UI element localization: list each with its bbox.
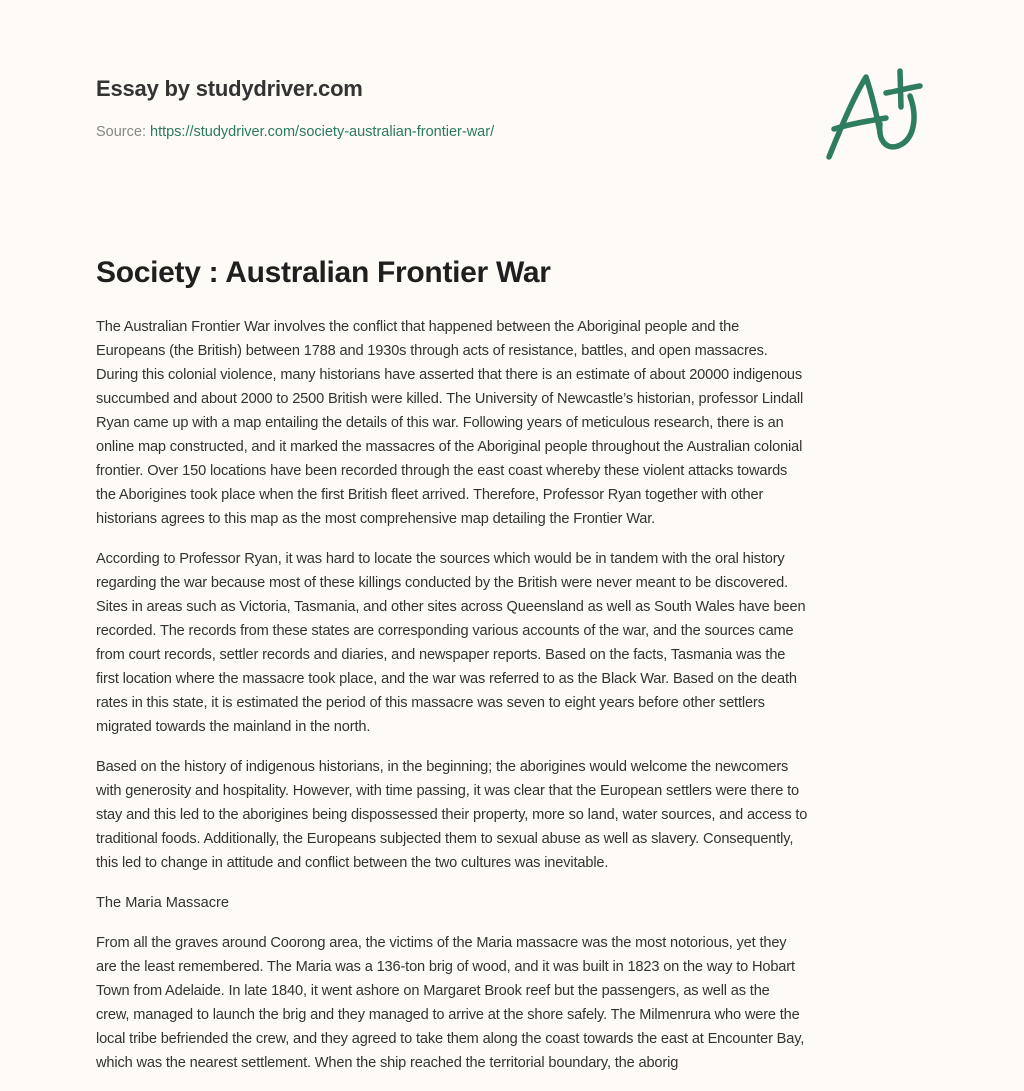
source-link[interactable]: https://studydriver.com/society-australian-frontier-war/ (150, 124, 495, 140)
text-line: rates in this state, it is estimated the period of this massacre was seven to eight years before other settlers (96, 695, 765, 711)
text-line: recorded. The records from these states are corresponding various accounts of the war, and the sources came (96, 623, 794, 639)
essay-title: Society : Australian Frontier War (96, 256, 551, 289)
text-line: succumbed and about 2000 to 2500 British were killed. The University of Newcastle’s historian, professor Lindall (96, 391, 804, 407)
site-brand: Essay by studydriver.com (96, 76, 363, 101)
essay-body (96, 315, 936, 1091)
text-line: Sites in areas such as Victoria, Tasmania, and other sites across Queensland as well as South Wales have been (96, 599, 806, 615)
text-line: local tribe befriended the crew, and they agreed to take them along the coast towards the east at Encounter Bay, (96, 1031, 805, 1047)
text-line: From all the graves around Coorong area, the victims of the Maria massacre was the most notorious, yet they (96, 935, 787, 951)
text-line: crew, managed to launch the brig and they managed to arrive at the shore safely. The Milmenrura who were the (96, 1007, 800, 1023)
text-line: first location where the massacre took place, and the war was referred to as the Black War. Based on the death (96, 671, 797, 687)
paragraph-3 (96, 755, 936, 875)
source-label: Source: (96, 124, 150, 140)
text-line: this led to change in attitude and conflict between the two cultures was inevitable. (96, 855, 609, 871)
text-line: with generosity and hospitality. However, with time passing, it was clear that the European settlers were there to (96, 783, 799, 799)
paragraph-2 (96, 547, 936, 739)
text-line: the Aborigines took place when the first British fleet arrived. Therefore, Professor Ryan together with other (96, 487, 764, 503)
text-line: from court records, settler records and diaries, and newspaper reports. Based on the facts, Tasmania was the (96, 647, 786, 663)
text-line: Ryan came up with a map entailing the details of this war. Following years of meticulous research, there is an (96, 415, 784, 431)
text-line: According to Professor Ryan, it was hard to locate the sources which would be in tandem with the oral history (96, 551, 785, 567)
text-line: During this colonial violence, many historians have asserted that there is an estimate of about 20000 indigenous (96, 367, 803, 383)
section-subheading: The Maria Massacre (96, 895, 230, 911)
a-plus-logo-icon (815, 65, 935, 170)
source-line (96, 124, 494, 140)
text-line: online map constructed, and it marked the massacres of the Aboriginal people throughout the Australian colonial (96, 439, 803, 455)
text-line: which was the nearest settlement. When the ship reached the territorial boundary, the aborig (96, 1055, 679, 1071)
paragraph-1 (96, 315, 936, 531)
text-line: frontier. Over 150 locations have been recorded through the east coast whereby these violent attacks towards (96, 463, 788, 479)
text-line: The Australian Frontier War involves the conflict that happened between the Aboriginal people and the (96, 319, 740, 335)
text-line: Europeans (the British) between 1788 and 1930s through acts of resistance, battles, and open massacres. (96, 343, 768, 359)
text-line: stay and this led to the aborigines being dispossessed their property, more so land, water sources, and access to (96, 807, 808, 823)
text-line: migrated towards the mainland in the north. (96, 719, 371, 735)
text-line: Based on the history of indigenous historians, in the beginning; the aborigines would welcome the newcomers (96, 759, 789, 775)
text-line: are the least remembered. The Maria was a 136-ton brig of wood, and it was built in 1823 on the way to Hobart (96, 959, 795, 975)
text-line: historians agrees to this map as the most comprehensive map detailing the Frontier War. (96, 511, 656, 527)
text-line: Town from Adelaide. In late 1840, it went ashore on Margaret Brook reef but the passengers, as well as the (96, 983, 770, 999)
text-line: traditional foods. Additionally, the Europeans subjected them to sexual abuse as well as slavery. Consequently, (96, 831, 794, 847)
paragraph-4 (96, 931, 936, 1075)
text-line: regarding the war because most of these killings conducted by the British were never meant to be discovered. (96, 575, 788, 591)
